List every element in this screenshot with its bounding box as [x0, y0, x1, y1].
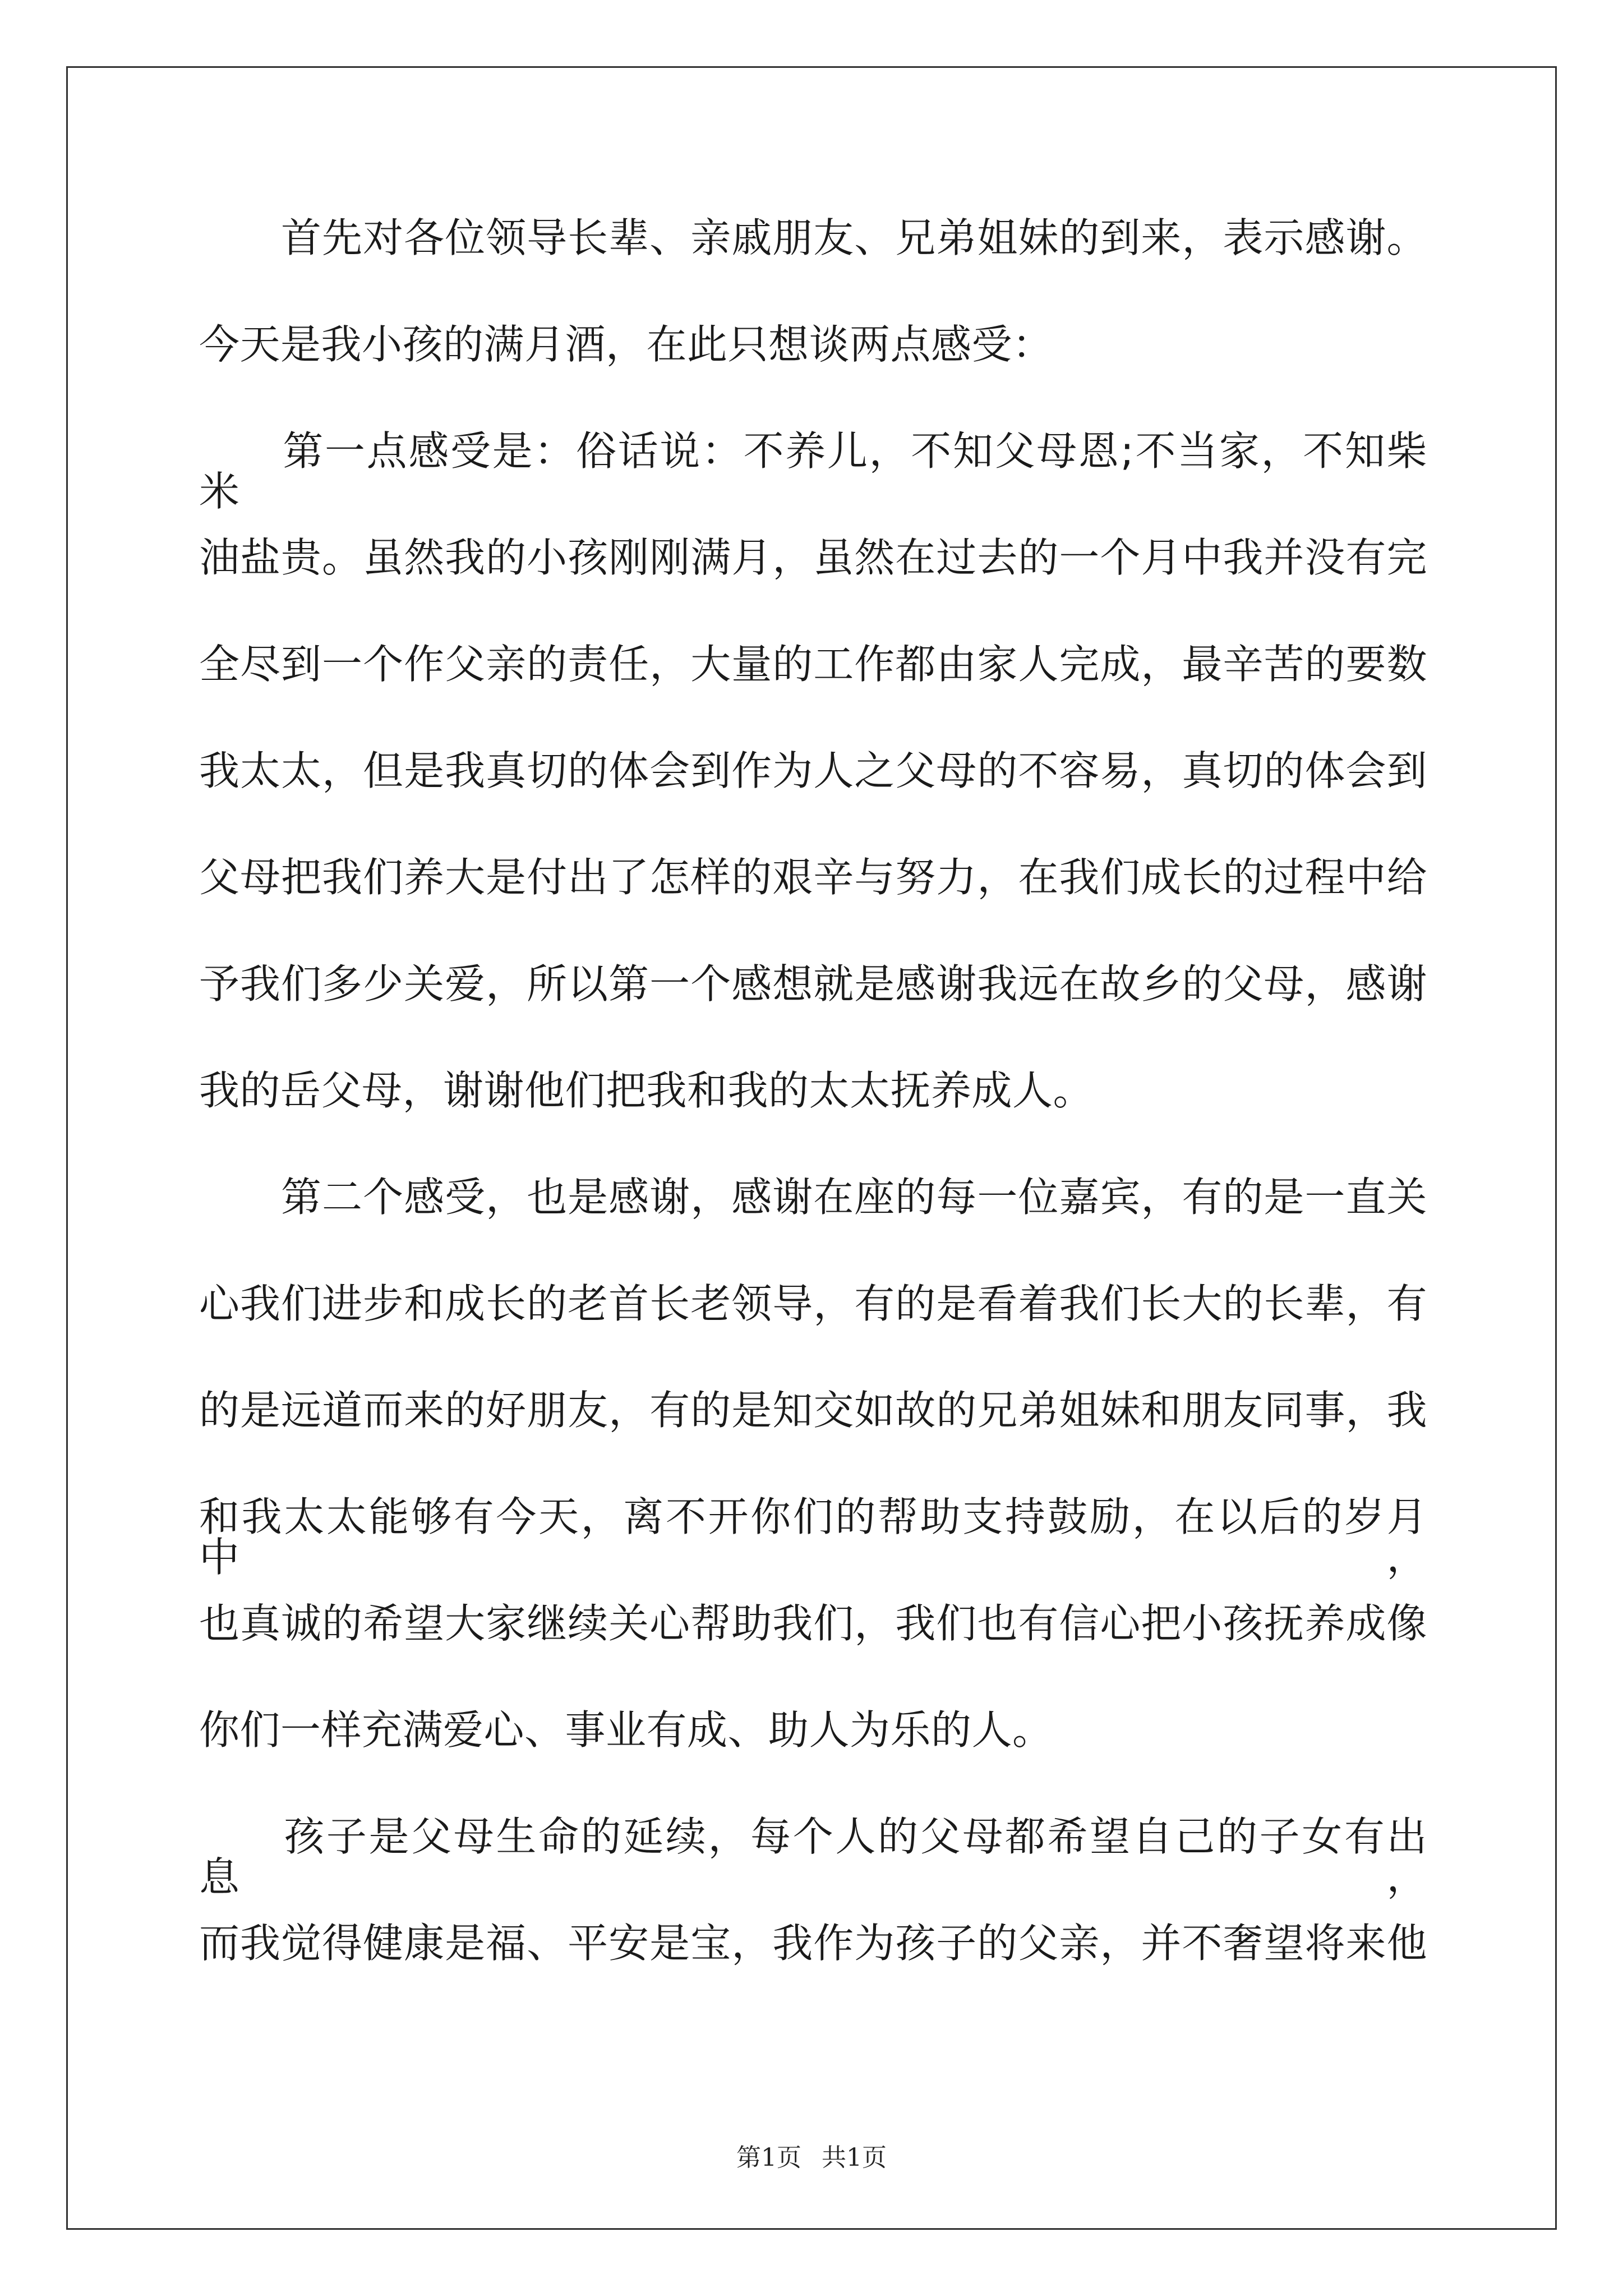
text-line: 全尽到一个作父亲的责任，大量的工作都由家人完成，最辛苦的要数 — [199, 641, 1427, 688]
text-line: 第二个感受，也是感谢，感谢在座的每一位嘉宾，有的是一直关 — [199, 1174, 1427, 1221]
page-number: 第1页 — [736, 2143, 801, 2172]
text-line: 第一点感受是：俗话说：不养儿，不知父母恩;不当家，不知柴米 — [199, 427, 1427, 515]
text-line: 首先对各位领导长辈、亲戚朋友、兄弟姐妹的到来，表示感谢。 — [199, 214, 1427, 261]
text-line: 予我们多少关爱，所以第一个感想就是感谢我远在故乡的父母，感谢 — [199, 960, 1427, 1007]
text-line: 而我觉得健康是福、平安是宝，我作为孩子的父亲，并不奢望将来他 — [199, 1920, 1427, 1967]
page-total: 共1页 — [822, 2143, 887, 2172]
text-line: 父母把我们养大是付出了怎样的艰辛与努力，在我们成长的过程中给 — [199, 854, 1427, 901]
text-line: 我太太，但是我真切的体会到作为人之父母的不容易，真切的体会到 — [199, 747, 1427, 794]
text-line: 心我们进步和成长的老首长老领导，有的是看着我们长大的长辈，有 — [199, 1280, 1427, 1327]
text-line: 今天是我小孩的满月酒，在此只想谈两点感受： — [199, 321, 1053, 368]
text-line: 孩子是父母生命的延续，每个人的父母都希望自己的子女有出息， — [199, 1813, 1427, 1901]
text-line: 和我太太能够有今天，离不开你们的帮助支持鼓励，在以后的岁月中， — [199, 1493, 1427, 1581]
text-line: 你们一样充满爱心、事业有成、助人为乐的人。 — [199, 1706, 1053, 1754]
text-line: 我的岳父母，谢谢他们把我和我的太太抚养成人。 — [199, 1067, 1094, 1114]
page-footer — [0, 2137, 1623, 2173]
page-border — [66, 66, 1557, 2230]
text-line: 的是远道而来的好朋友，有的是知交如故的兄弟姐妹和朋友同事，我 — [199, 1387, 1427, 1434]
text-line: 也真诚的希望大家继续关心帮助我们，我们也有信心把小孩抚养成像 — [199, 1600, 1427, 1647]
text-line: 油盐贵。虽然我的小孩刚刚满月，虽然在过去的一个月中我并没有完 — [199, 534, 1427, 581]
